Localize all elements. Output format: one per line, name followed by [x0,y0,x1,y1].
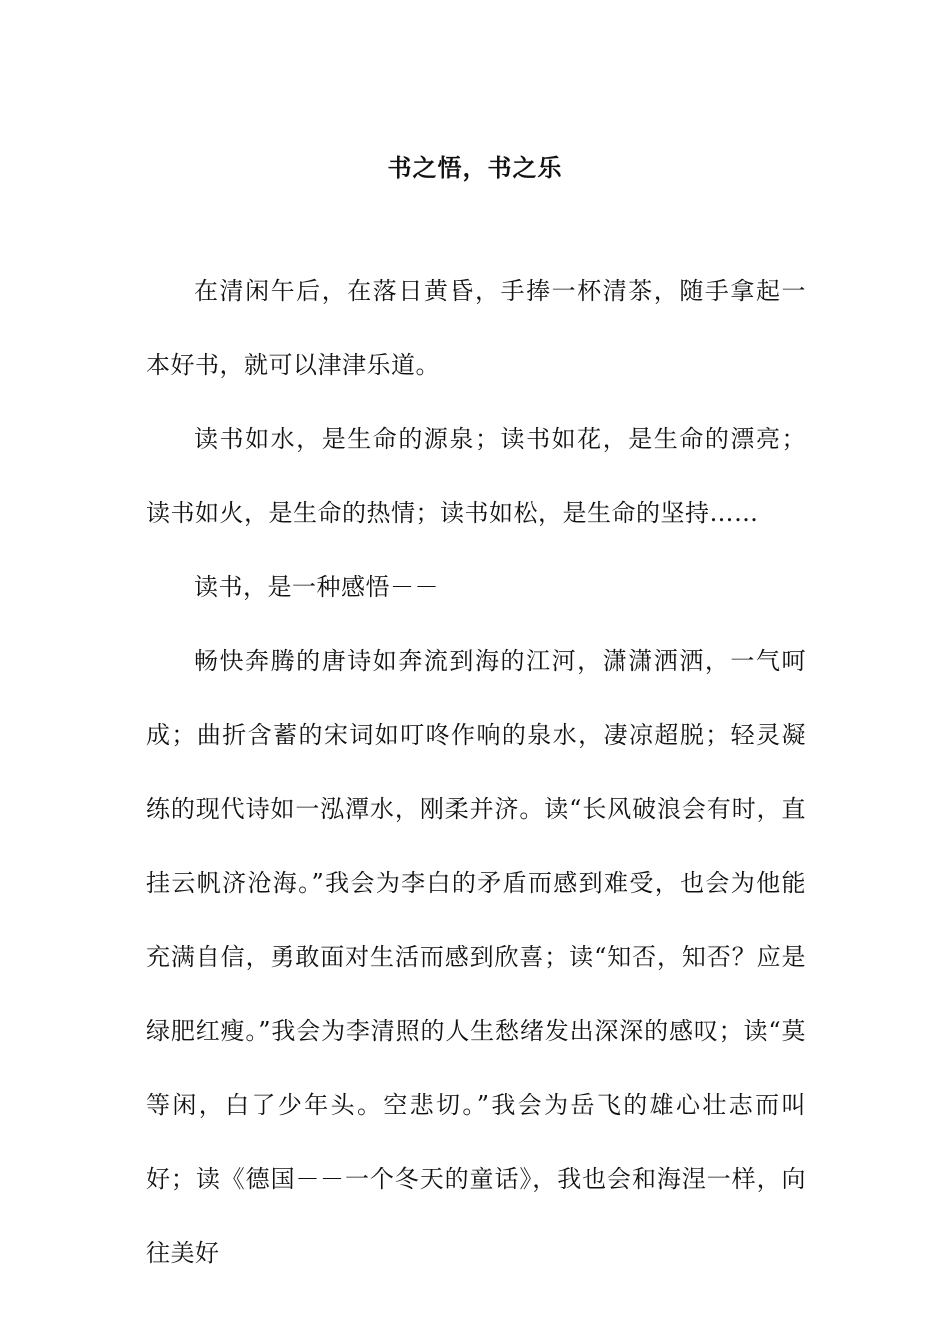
paragraph-4: 畅快奔腾的唐诗如奔流到海的江河，潇潇洒洒，一气呵成；曲折含蓄的宋词如叮咚作响的泉水，凄凉超脱；轻灵凝练的现代诗如一泓潭水，刚柔并济。读“长风破浪会有时，直挂云帆济沧海。”我会为李白的矛盾而感到难受，也会为他能充满自信，勇敢面对生活而感到欣喜；读“知否，知否？应是绿肥红瘦。”我会为李清照的人生愁绪发出深深的感叹；读“莫等闲，白了少年头。空悲切。”我会为岳飞的雄心壮志而叫好；读《德国－－一个冬天的童话》，我也会和海涅一样，向往美好 [146,647,806,1267]
paragraph-2: 读书如水，是生命的源泉；读书如花，是生命的漂亮；读书如火，是生命的热情；读书如松，是生命的坚持…… [146,425,806,527]
paragraph-1: 在清闲午后，在落日黄昏，手捧一杯清茶，随手拿起一本好书，就可以津津乐道。 [146,277,806,379]
paragraph-3: 读书，是一种感悟－－ [194,573,439,601]
document-body [146,254,806,1290]
document-title: 书之悟，书之乐 [387,154,563,183]
